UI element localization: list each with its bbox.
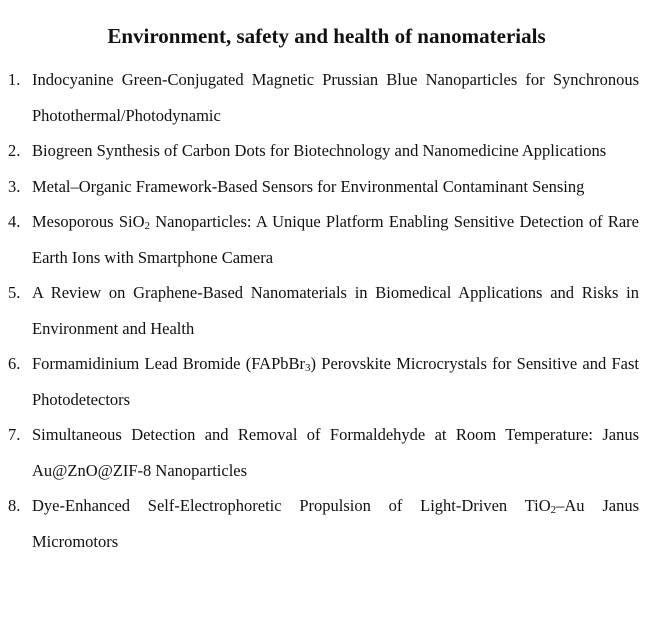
list-item [8, 275, 639, 346]
item-title: A Review on Graphene-Based Nanomaterials in Biomedical Applications and Risks in Environment and Health [32, 283, 639, 338]
item-number: 2. [8, 141, 21, 160]
list-item [8, 488, 639, 559]
subscript: 2 [144, 220, 151, 232]
subscript: 2 [550, 504, 557, 516]
item-title-part: Formamidinium Lead Bromide (FAPbBr [32, 354, 306, 373]
item-title [32, 488, 639, 559]
item-number: 7. [8, 425, 21, 444]
item-title-part: Mesoporous SiO [32, 212, 145, 231]
item-title-part: –Au Janus Micromotors [32, 496, 639, 551]
item-title-part: Nanoparticles: A Unique Platform Enabling Sensitive Detection of Rare Earth Ions with Smartphone Camera [32, 212, 639, 267]
item-title [32, 346, 639, 417]
subscript: 3 [305, 362, 311, 374]
item-number: 1. [8, 70, 21, 89]
item-title: Metal–Organic Framework-Based Sensors for Environmental Contaminant Sensing [32, 176, 585, 196]
item-title [32, 204, 639, 275]
item-number: 3. [8, 176, 21, 196]
list-item [8, 133, 639, 169]
list-item [8, 204, 639, 275]
list-item [8, 417, 639, 488]
list-item [8, 169, 639, 205]
reference-list [8, 62, 639, 559]
item-number: 5. [8, 283, 21, 302]
item-title-part: Dye-Enhanced Self-Electrophoretic Propulsion of Light-Driven TiO [32, 496, 551, 515]
item-title: Indocyanine Green-Conjugated Magnetic Prussian Blue Nanoparticles for Synchronous Photothermal/Photodynamic [32, 70, 639, 125]
item-number: 4. [8, 212, 21, 231]
item-number: 6. [8, 354, 21, 373]
list-item [8, 62, 639, 133]
list-item [8, 346, 639, 417]
item-title: Biogreen Synthesis of Carbon Dots for Biotechnology and Nanomedicine Applications [32, 141, 607, 160]
item-title-part: ) Perovskite Microcrystals for Sensitive and Fast Photodetectors [32, 354, 639, 409]
page-title: Environment, safety and health of nanomaterials [107, 24, 546, 48]
item-title: Simultaneous Detection and Removal of Formaldehyde at Room Temperature: Janus Au@ZnO@ZIF-8 Nanoparticles [32, 425, 639, 480]
item-number: 8. [8, 496, 21, 515]
